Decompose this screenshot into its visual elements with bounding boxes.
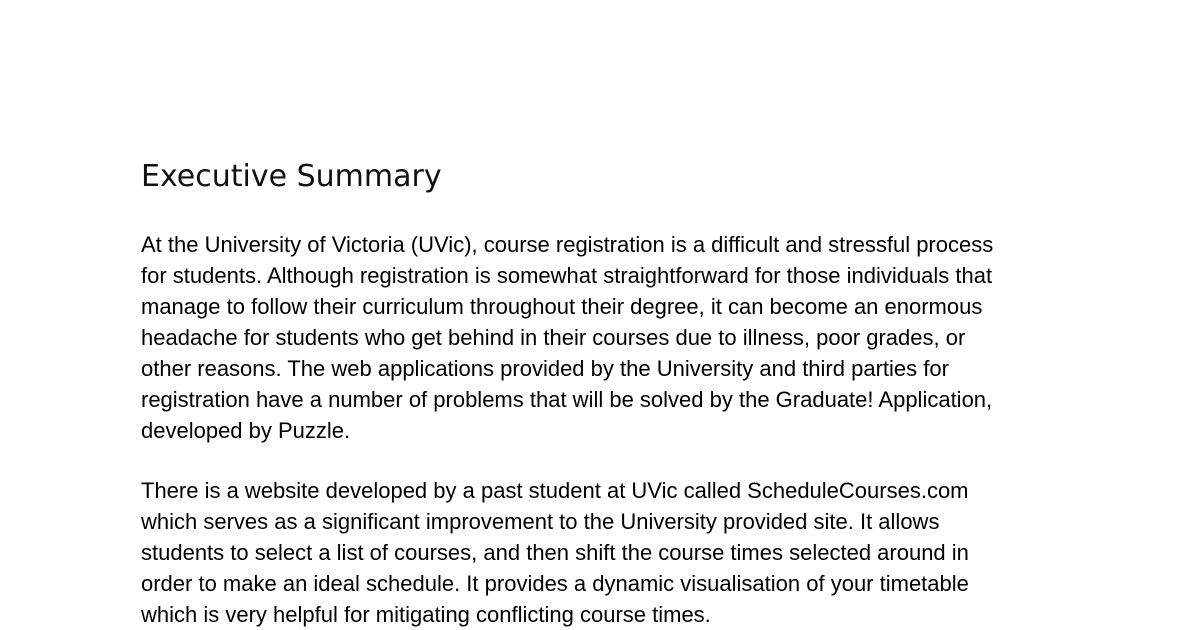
- paragraph-line: registration have a number of problems that will be solved by the Graduate! Application,: [141, 387, 993, 412]
- paragraph-line: which is very helpful for mitigating conflicting course times.: [141, 602, 711, 627]
- paragraph-line: for students. Although registration is somewhat straightforward for those individuals that: [141, 263, 993, 288]
- paragraph-line: headache for students who get behind in their courses due to illness, poor grades, or: [141, 325, 966, 350]
- paragraph: [141, 229, 993, 446]
- paragraph: [141, 475, 969, 630]
- paragraph-line: order to make an ideal schedule. It provides a dynamic visualisation of your timetable: [141, 571, 969, 596]
- section-heading: Executive Summary: [141, 159, 442, 194]
- paragraph-line: other reasons. The web applications provided by the University and third parties for: [141, 356, 949, 381]
- paragraph-line: There is a website developed by a past student at UVic called ScheduleCourses.com: [141, 478, 969, 503]
- paragraph-line: developed by Puzzle.: [141, 418, 351, 443]
- paragraph-line: students to select a list of courses, and then shift the course times selected around in: [141, 540, 969, 565]
- paragraph-line: manage to follow their curriculum throughout their degree, it can become an enormous: [141, 294, 983, 319]
- paragraph-line: which serves as a significant improvement to the University provided site. It allows: [141, 509, 940, 534]
- paragraph-line: At the University of Victoria (UVic), course registration is a difficult and stressful process: [141, 232, 994, 257]
